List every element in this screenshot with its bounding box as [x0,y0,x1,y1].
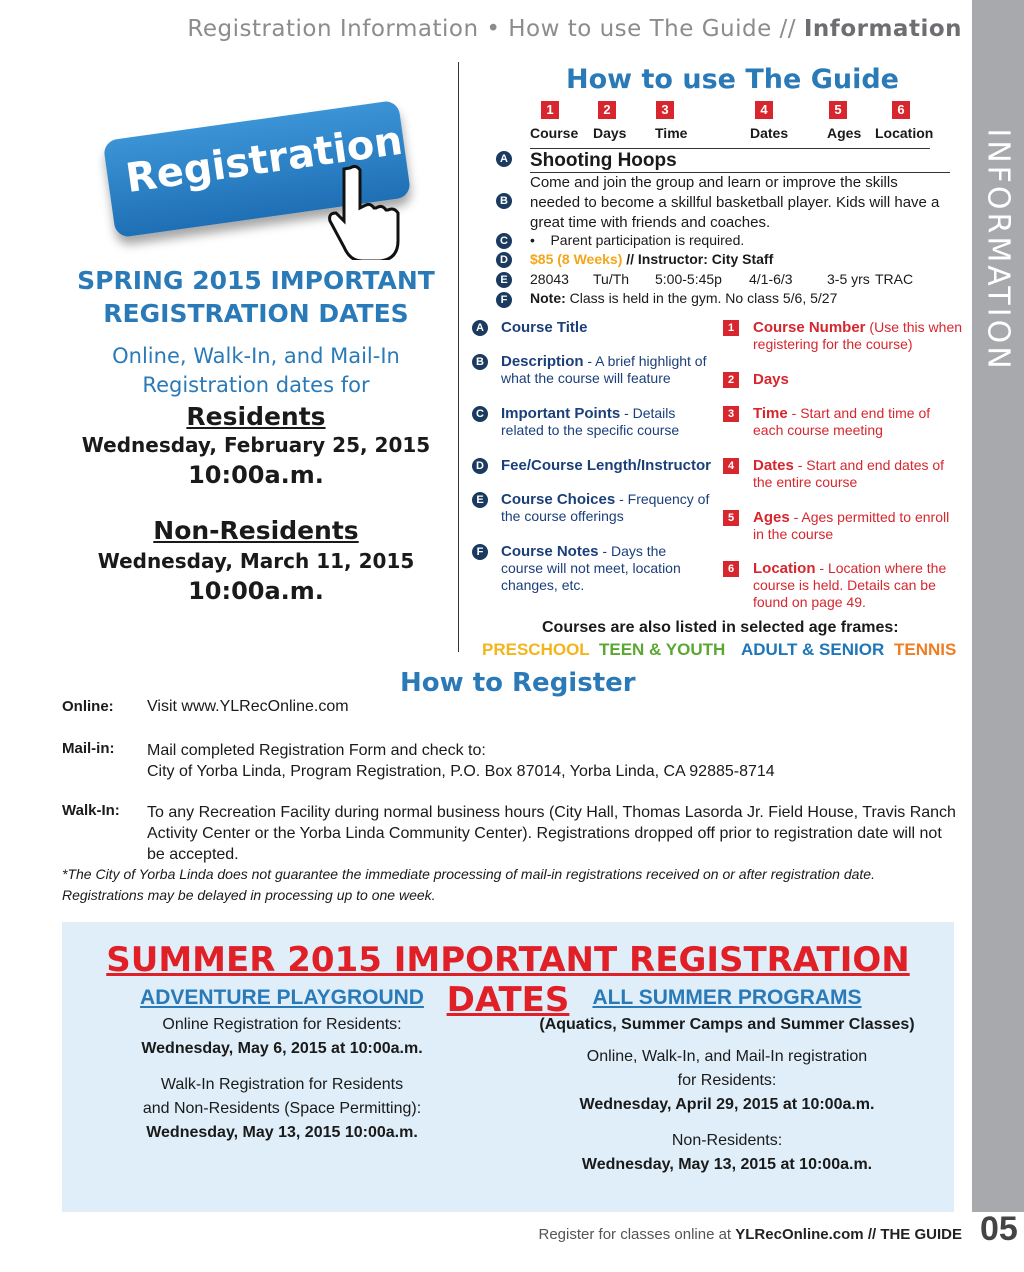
online-label: Online: [62,698,114,715]
age-frames-title: Courses are also listed in selected age frames: [542,619,899,636]
summer-right-l4: Non-Residents: [671,1132,783,1149]
guide-letter-b: B [496,193,512,209]
age-frame-adult-senior: ADULT & SENIOR [741,640,885,659]
sidebar-tab [972,0,1024,1212]
sample-days: Tu/Th [593,271,630,287]
legend-right-item [723,319,963,353]
guide-number-3: 3 [656,101,674,119]
legend-left-body [501,491,712,525]
legend-left-title: Description [501,353,584,370]
age-frame-tennis: TENNIS [894,640,957,659]
legend-number-2: 2 [723,372,739,388]
all-summer-programs-title: ALL SUMMER PROGRAMS [592,986,862,1009]
legend-left-desc: - Days the course will not meet, location changes, etc. [501,543,681,593]
spring-title-line2: REGISTRATION DATES [103,299,409,328]
legend-right-desc: - Ages permitted to enroll in the course [753,509,950,542]
legend-left-title: Course Title [501,319,588,336]
legend-left-desc: - Frequency of the course offerings [501,491,710,524]
guide-column-5: Location [875,125,934,141]
footer-guide: // THE GUIDE [867,1226,962,1243]
legend-right-body [753,319,963,353]
guide-number-1: 1 [541,101,559,119]
legend-right-title: Course Number [753,319,866,336]
legend-letter-b: B [472,354,488,370]
summer-left-l4: and Non-Residents (Space Permitting): [142,1100,422,1117]
legend-number-1: 1 [723,320,739,336]
legend-left-body [501,405,712,439]
guide-column-2: Time [655,125,688,141]
legend-left-title: Course Notes [501,543,599,560]
spring-subtitle-line1: Online, Walk-In, and Mail-In [112,344,400,368]
legend-right-title: Dates [753,457,794,474]
legend-right-body [753,457,963,491]
summer-left-l5: Wednesday, May 13, 2015 10:00a.m. [146,1124,418,1141]
page-number: 05 [980,1210,1018,1248]
walk-text: To any Recreation Facility during normal business hours (City Hall, Thomas Lasorda Jr. Field House, Travis Ranch Activity Center or the Yorba Linda Community Center). Registrations dropped off prior to registration date will not be accepted. [147,804,956,863]
sample-course-title: Shooting Hoops [530,150,677,171]
legend-left-desc: - A brief highlight of what the course will feature [501,353,707,386]
legend-right-desc: (Use this when registering for the course) [753,319,963,352]
summer-right-sub: (Aquatics, Summer Camps and Summer Classes) [539,1016,915,1033]
disclaimer-line1: *The City of Yorba Linda does not guarantee the immediate processing of mail-in registrations received on or after registration date. [62,866,875,882]
summer-left-l1: Online Registration for Residents: [162,1016,402,1033]
disclaimer-line2: Registrations may be delayed in processing up to one week. [62,887,436,903]
guide-title: How to use The Guide [566,64,899,95]
legend-letter-c: C [472,406,488,422]
legend-left-body [501,319,712,336]
legend-right-item [723,560,963,611]
legend-number-6: 6 [723,561,739,577]
legend-letter-d: D [472,458,488,474]
sample-note-label: Note: [530,290,566,306]
sidebar-label: INFORMATION [980,128,1016,372]
residents-time: 10:00a.m. [188,461,324,489]
legend-left-title: Course Choices [501,491,616,508]
legend-right-body [753,509,963,543]
sample-note-text: Class is held in the gym. No class 5/6, 5/27 [569,290,838,306]
legend-number-4: 4 [723,458,739,474]
legend-right-item [723,405,963,439]
mail-line2: City of Yorba Linda, Program Registration, P.O. Box 87014, Yorba Linda, CA 92885-8714 [147,763,775,780]
legend-right-desc: - Location where the course is held. Details can be found on page 49. [753,560,947,610]
legend-number-3: 3 [723,406,739,422]
sample-row [530,271,930,289]
adventure-playground-title: ADVENTURE PLAYGROUND [140,986,424,1009]
sample-dates: 4/1-6/3 [749,271,793,287]
legend-right-body [753,371,963,388]
legend-left-item [472,353,712,387]
legend-left-desc: - Details related to the specific course [501,405,680,438]
summer-left-l2: Wednesday, May 6, 2015 at 10:00a.m. [141,1040,423,1057]
sample-point: • Parent participation is required. [530,232,745,248]
legend-left-title: Fee/Course Length/Instructor [501,457,712,474]
sample-description: Come and join the group and learn or improve the skills needed to become a skillful basketball player. Kids will have a great time with friends and coaches. [530,174,940,231]
legend-right-title: Ages [753,509,790,526]
summer-right-l5: Wednesday, May 13, 2015 at 10:00a.m. [581,1156,873,1173]
mail-text [147,740,775,782]
all-summer-programs-block [522,986,932,1174]
age-frame-preschool: PRESCHOOL [482,640,590,659]
summer-right-l3: Wednesday, April 29, 2015 at 10:00a.m. [579,1096,875,1113]
residents-block [62,402,450,489]
age-frame-teen-youth: TEEN & YOUTH [599,640,726,659]
guide-number-4: 4 [755,101,773,119]
summer-left-l3: Walk-In Registration for Residents [160,1076,404,1093]
legend-left-item [472,319,712,336]
legend-left-item [472,491,712,525]
guide-letter-e: E [496,272,512,288]
summer-right-l1: Online, Walk-In, and Mail-In registration [586,1048,868,1065]
legend-right-item [723,509,963,543]
sample-course-number: 28043 [530,271,569,287]
nonresidents-block [62,516,450,605]
sample-ages: 3-5 yrs [827,271,870,287]
sample-time: 5:00-5:45p [655,271,722,287]
legend-right-title: Days [753,371,789,388]
header-prefix: Registration Information • How to use The Guide // [187,16,797,42]
legend-right-desc: - Start and end time of each course meeting [753,405,931,438]
legend-left-item [472,457,712,474]
legend-left-item [472,405,712,439]
sample-instructor: // Instructor: City Staff [626,251,774,267]
residents-date: Wednesday, February 25, 2015 [81,433,431,457]
guide-number-2: 2 [598,101,616,119]
residents-label: Residents [186,402,326,431]
mail-line1: Mail completed Registration Form and check to: [147,742,486,759]
legend-letter-f: F [472,544,488,560]
legend-left-body [501,543,712,594]
online-text: Visit www.YLRecOnline.com [147,698,349,715]
guide-column-1: Days [593,125,627,141]
legend-right-item [723,457,963,491]
guide-column-4: Ages [827,125,862,141]
walk-label: Walk-In: [62,802,120,819]
legend-letter-a: A [472,320,488,336]
sample-fee-line [530,251,773,267]
legend-right-desc: - Start and end dates of the entire course [753,457,945,490]
sample-location: TRAC [875,271,914,287]
spring-subtitle [62,342,450,400]
nonresidents-time: 10:00a.m. [188,577,324,605]
page-header [187,16,962,42]
register-title: How to Register [400,668,636,698]
column-divider [458,62,459,652]
guide-letter-c: C [496,233,512,249]
legend-number-5: 5 [723,510,739,526]
legend-left-item [472,543,712,594]
sample-point-text: Parent participation is required. [550,232,745,248]
summer-right-l2: for Residents: [677,1072,777,1089]
mail-label: Mail-in: [62,740,115,757]
legend-left-body [501,457,712,474]
guide-number-5: 5 [829,101,847,119]
hand-cursor-icon [322,160,412,273]
guide-letter-a: A [496,151,512,167]
guide-column-3: Dates [750,125,789,141]
nonresidents-date: Wednesday, March 11, 2015 [97,549,415,573]
legend-right-title: Time [753,405,788,422]
sample-fee: $85 (8 Weeks) [530,251,623,267]
legend-left-title: Important Points [501,405,621,422]
legend-left-body [501,353,712,387]
legend-right-body [753,405,963,439]
legend-right-title: Location [753,560,816,577]
legend-right-body [753,560,963,611]
guide-number-6: 6 [892,101,910,119]
disclaimer [62,864,875,906]
spring-subtitle-line2: Registration dates for [142,373,370,397]
summer-box [62,922,954,1212]
header-section: Information [803,16,962,42]
page-footer [539,1226,963,1243]
adventure-playground-block [102,986,462,1142]
guide-column-0: Course [530,125,579,141]
nonresidents-label: Non-Residents [153,516,359,545]
spring-title-line1: SPRING 2015 IMPORTANT [77,266,435,295]
guide-header-rule [530,148,930,149]
legend-letter-e: E [472,492,488,508]
footer-text: Register for classes online at [538,1226,732,1243]
sample-note [530,290,837,306]
legend-right-item [723,371,963,388]
guide-letter-d: D [496,252,512,268]
footer-site[interactable]: YLRecOnline.com [735,1226,864,1243]
guide-letter-f: F [496,292,512,308]
spring-title [62,264,450,330]
registration-button-label: Registration [122,117,406,203]
summer-title: SUMMER 2015 IMPORTANT REGISTRATION DATES [106,940,910,1020]
